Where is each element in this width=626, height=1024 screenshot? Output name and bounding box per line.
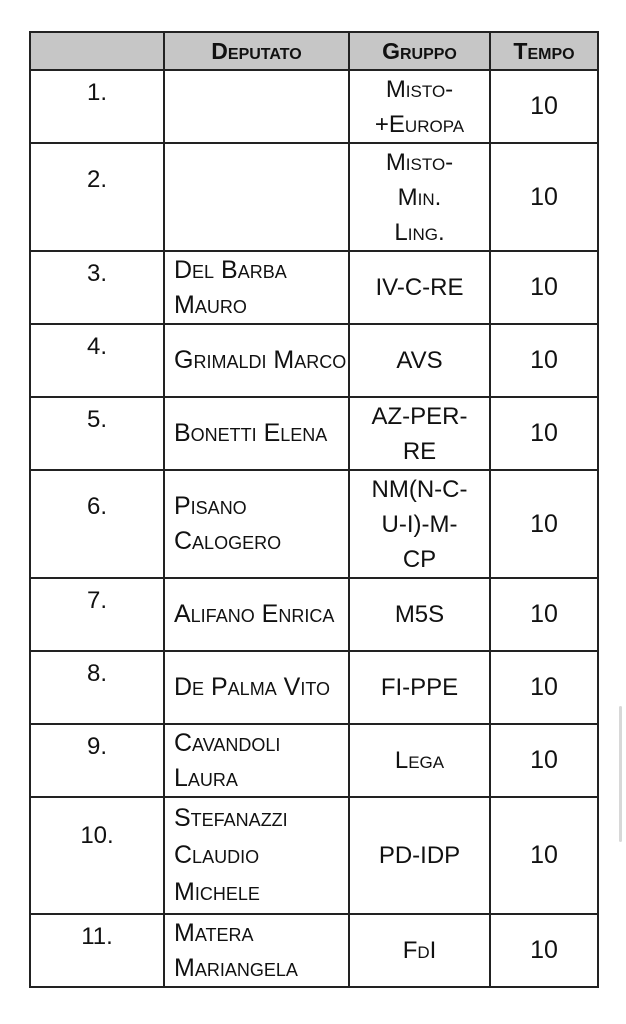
- table-row: [30, 797, 598, 914]
- row-tempo: 10: [490, 914, 598, 987]
- row-deputato: Del Barba Mauro: [164, 251, 349, 324]
- row-deputato: Grimaldi Marco: [164, 324, 349, 397]
- row-tempo: 10: [490, 251, 598, 324]
- row-gruppo: Misto- Min. Ling.: [349, 143, 490, 251]
- row-gruppo: IV-C-RE: [349, 251, 490, 324]
- scrollbar[interactable]: [619, 706, 622, 842]
- row-gruppo: FdI: [349, 914, 490, 987]
- row-tempo: 10: [490, 797, 598, 914]
- table-header-row: [30, 32, 598, 70]
- row-deputato: Bonetti Elena: [164, 397, 349, 470]
- row-gruppo: M5S: [349, 578, 490, 651]
- header-number: [30, 32, 164, 70]
- table-row: [30, 578, 598, 651]
- row-gruppo: NM(N-C- U-I)-M- CP: [349, 470, 490, 578]
- row-tempo: 10: [490, 578, 598, 651]
- header-tempo: Tempo: [490, 32, 598, 70]
- row-deputato: [164, 143, 349, 251]
- row-tempo: 10: [490, 651, 598, 724]
- row-deputato: Alifano Enrica: [164, 578, 349, 651]
- row-deputato: Pisano Calogero: [164, 470, 349, 578]
- table-row: [30, 651, 598, 724]
- table-row: [30, 251, 598, 324]
- row-number: 4.: [30, 324, 164, 397]
- table-row: [30, 914, 598, 987]
- row-deputato: Stefanazzi Claudio Michele: [164, 797, 349, 914]
- row-number: 3.: [30, 251, 164, 324]
- row-gruppo: AZ-PER- RE: [349, 397, 490, 470]
- row-deputato: De Palma Vito: [164, 651, 349, 724]
- row-gruppo: PD-IDP: [349, 797, 490, 914]
- row-tempo: 10: [490, 724, 598, 797]
- table-row: [30, 397, 598, 470]
- row-number: 1.: [30, 70, 164, 143]
- row-tempo: 10: [490, 397, 598, 470]
- row-number: 8.: [30, 651, 164, 724]
- row-deputato: [164, 70, 349, 143]
- row-tempo: 10: [490, 324, 598, 397]
- row-number: 5.: [30, 397, 164, 470]
- row-tempo: 10: [490, 470, 598, 578]
- table-row: [30, 724, 598, 797]
- row-deputato: Cavandoli Laura: [164, 724, 349, 797]
- row-gruppo: AVS: [349, 324, 490, 397]
- row-deputato: Matera Mariangela: [164, 914, 349, 987]
- row-gruppo: Lega: [349, 724, 490, 797]
- row-number: 7.: [30, 578, 164, 651]
- row-gruppo: Misto- +Europa: [349, 70, 490, 143]
- table-row: [30, 143, 598, 251]
- row-number: 6.: [30, 470, 164, 578]
- table-row: [30, 70, 598, 143]
- speakers-table: [29, 31, 599, 988]
- row-gruppo: FI-PPE: [349, 651, 490, 724]
- table-row: [30, 470, 598, 578]
- row-number: 11.: [30, 914, 164, 987]
- row-number: 2.: [30, 143, 164, 251]
- row-tempo: 10: [490, 143, 598, 251]
- row-tempo: 10: [490, 70, 598, 143]
- header-deputato: Deputato: [164, 32, 349, 70]
- row-number: 10.: [30, 797, 164, 914]
- header-gruppo: Gruppo: [349, 32, 490, 70]
- row-number: 9.: [30, 724, 164, 797]
- table-row: [30, 324, 598, 397]
